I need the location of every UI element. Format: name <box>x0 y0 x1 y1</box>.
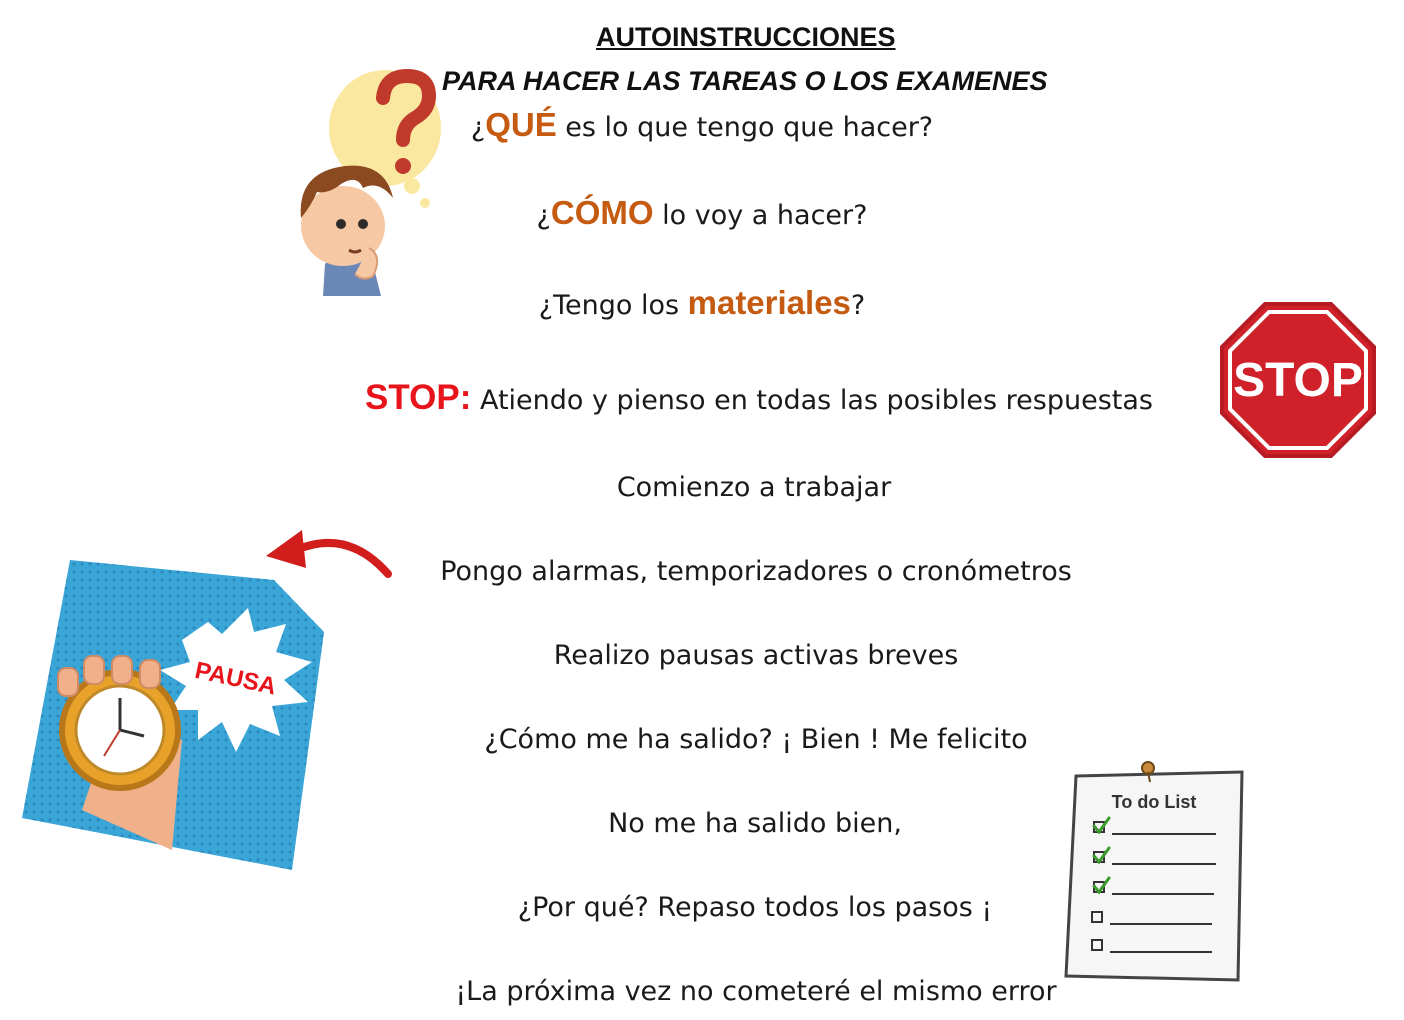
step-que-text: es lo que tengo que hacer? <box>556 112 934 143</box>
step-stop-text: Atiendo y pienso en todas las posibles respuestas <box>471 385 1153 416</box>
todo-list-icon <box>1062 758 1246 984</box>
page-subtitle: PARA HACER LAS TAREAS O LOS EXAMENES <box>442 66 1048 96</box>
step-comienzo: Comienzo a trabajar <box>616 472 892 503</box>
step-proxima: ¡La próxima vez no cometeré el mismo error <box>455 976 1057 1007</box>
step-materiales-text: ? <box>850 290 866 321</box>
step-pausas: Realizo pausas activas breves <box>553 640 959 671</box>
stop-sign-label: STOP <box>1233 354 1363 407</box>
step-como-highlight: CÓMO <box>550 194 654 231</box>
step-como <box>0 194 1404 232</box>
thinking-boy-icon <box>285 38 445 308</box>
step-materiales-highlight: materiales <box>687 284 851 321</box>
step-stop-highlight: STOP: <box>365 378 472 417</box>
todo-title: To do List <box>1111 792 1197 812</box>
step-repaso: ¿Por qué? Repaso todos los pasos ¡ <box>517 892 993 923</box>
stop-sign-icon <box>1218 300 1378 460</box>
pausa-stopwatch-icon <box>22 560 328 872</box>
step-que-highlight: QUÉ <box>485 106 557 143</box>
step-materiales-pre: ¿Tengo los <box>538 290 688 321</box>
step-que-pre: ¿ <box>470 112 486 143</box>
step-no-bien: No me ha salido bien, <box>608 808 902 839</box>
step-materiales <box>0 284 1404 322</box>
step-como-text: lo voy a hacer? <box>653 200 868 231</box>
step-stop <box>0 378 1404 418</box>
step-alarmas: Pongo alarmas, temporizadores o cronómetros <box>440 556 1072 587</box>
step-felicito: ¿Cómo me ha salido? ¡ Bien ! Me felicito <box>484 724 1028 755</box>
page-title: AUTOINSTRUCCIONES <box>596 22 896 52</box>
step-que <box>0 106 1404 144</box>
pausa-label: PAUSA <box>192 656 279 701</box>
step-como-pre: ¿ <box>536 200 551 231</box>
